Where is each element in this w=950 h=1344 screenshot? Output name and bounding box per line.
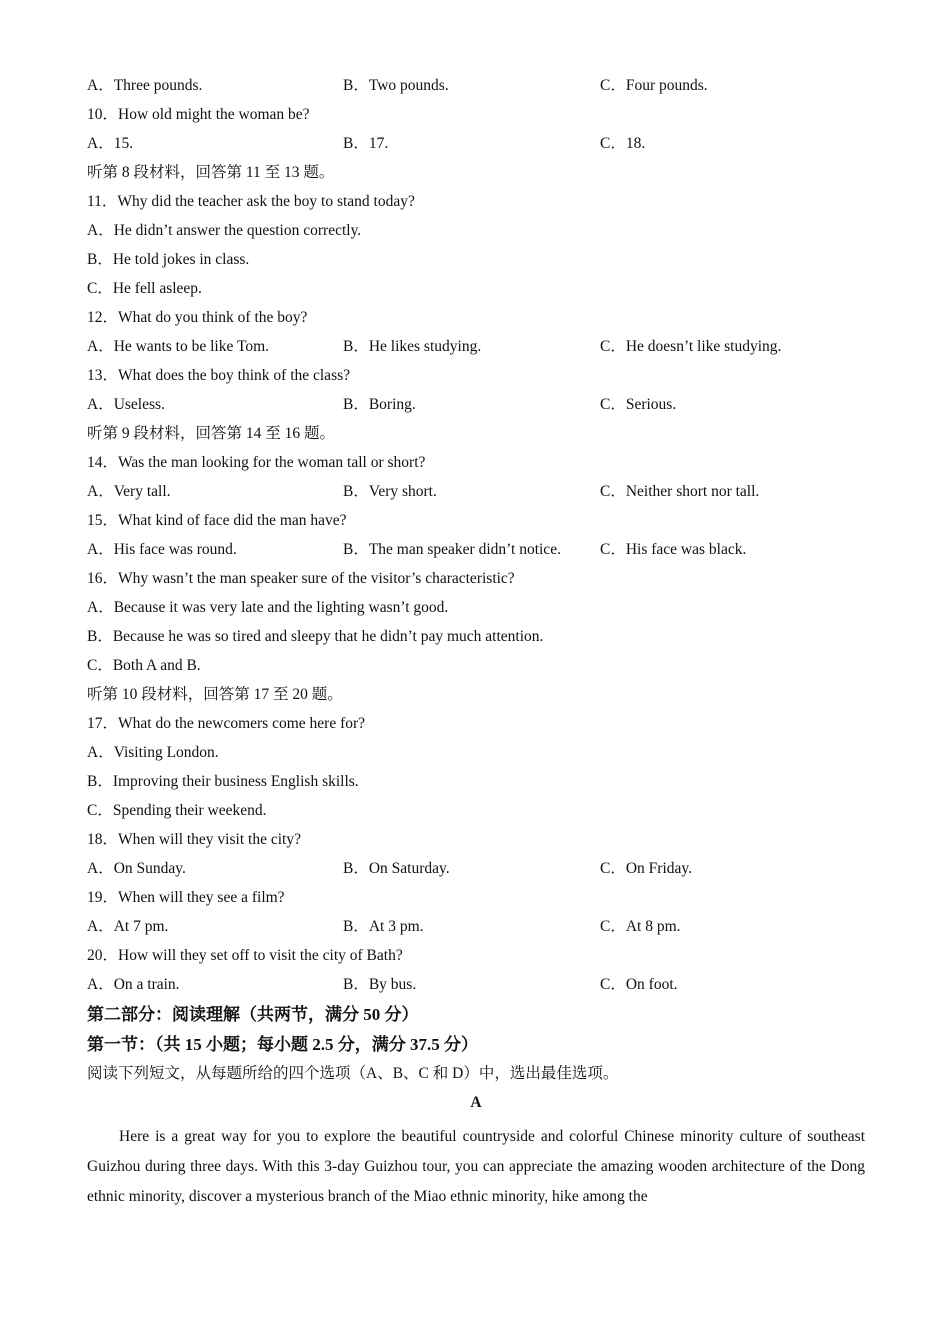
text-line: A．Visiting London.: [87, 744, 219, 761]
option-a: A．Very tall.: [87, 483, 171, 500]
text-line: A．Because it was very late and the lighting wasn’t good.: [87, 599, 449, 616]
text-line: C．Spending their weekend.: [87, 802, 267, 819]
text-line: 11．Why did the teacher ask the boy to stand today?: [87, 193, 415, 210]
text-line: 18．When will they visit the city?: [87, 831, 301, 848]
option-row: [87, 335, 865, 364]
text-line: B．Because he was so tired and sleepy that he didn’t pay much attention.: [87, 628, 544, 645]
option-a: A．Three pounds.: [87, 77, 203, 94]
option-row: [87, 74, 865, 103]
option-a: A．His face was round.: [87, 541, 237, 558]
option-c: C．Neither short nor tall.: [600, 483, 760, 500]
option-b: B．Very short.: [343, 483, 437, 500]
option-row: [87, 857, 865, 886]
text-line: 12．What do you think of the boy?: [87, 309, 308, 326]
document-page: [87, 74, 865, 1212]
section-heading: 第二部分：阅读理解（共两节，满分 50 分）: [87, 1005, 419, 1024]
option-b: B．The man speaker didn’t notice.: [343, 541, 561, 558]
option-row: [87, 915, 865, 944]
option-a: A．On Sunday.: [87, 860, 186, 877]
option-a: A．Useless.: [87, 396, 165, 413]
option-b: B．He likes studying.: [343, 338, 482, 355]
text-line: 14．Was the man looking for the woman tall or short?: [87, 454, 426, 471]
text-line: 13．What does the boy think of the class?: [87, 367, 351, 384]
option-c: C．His face was black.: [600, 541, 747, 558]
option-b: B．By bus.: [343, 976, 417, 993]
text-line: C．Both A and B.: [87, 657, 201, 674]
text-line: B．He told jokes in class.: [87, 251, 250, 268]
passage-paragraph: Here is a great way for you to explore the beautiful countryside and colorful Chinese minority culture of southeast Guizhou during three days. With this 3-day Guizhou tour, you can appreciate the amazing wooden architecture of the Dong ethnic minority, discover a mysterious branch of the Miao ethnic minority, hike among the: [87, 1128, 865, 1205]
option-a: A．On a train.: [87, 976, 180, 993]
option-a: A．15.: [87, 135, 134, 152]
option-c: C．18.: [600, 135, 646, 152]
option-c: C．Four pounds.: [600, 77, 708, 94]
text-line: 17．What do the newcomers come here for?: [87, 715, 366, 732]
text-line: A．He didn’t answer the question correctly.: [87, 222, 362, 239]
passage-label: A: [470, 1094, 482, 1111]
section-heading: 第一节：（共 15 小题；每小题 2.5 分，满分 37.5 分）: [87, 1035, 478, 1054]
text-line: 听第 8 段材料，回答第 11 至 13 题。: [87, 164, 335, 181]
option-row: [87, 393, 865, 422]
text-line: 听第 9 段材料，回答第 14 至 16 题。: [87, 425, 336, 442]
option-c: C．On foot.: [600, 976, 678, 993]
option-c: C．At 8 pm.: [600, 918, 681, 935]
text-line: C．He fell asleep.: [87, 280, 202, 297]
text-line: 10．How old might the woman be?: [87, 106, 310, 123]
option-a: A．At 7 pm.: [87, 918, 169, 935]
option-a: A．He wants to be like Tom.: [87, 338, 270, 355]
text-line: 15．What kind of face did the man have?: [87, 512, 347, 529]
option-c: C．On Friday.: [600, 860, 692, 877]
text-line: 19．When will they see a film?: [87, 889, 285, 906]
option-b: B．Boring.: [343, 396, 416, 413]
text-line: 听第 10 段材料，回答第 17 至 20 题。: [87, 686, 343, 703]
option-c: C．He doesn’t like studying.: [600, 338, 782, 355]
text-line: B．Improving their business English skills.: [87, 773, 359, 790]
option-row: [87, 132, 865, 161]
option-b: B．On Saturday.: [343, 860, 450, 877]
text-line: 阅读下列短文，从每题所给的四个选项（A、B、C 和 D）中，选出最佳选项。: [87, 1065, 619, 1082]
option-b: B．Two pounds.: [343, 77, 449, 94]
option-row: [87, 480, 865, 509]
option-b: B．At 3 pm.: [343, 918, 424, 935]
text-line: 20．How will they set off to visit the city of Bath?: [87, 947, 403, 964]
option-row: [87, 538, 865, 567]
option-c: C．Serious.: [600, 396, 677, 413]
option-row: [87, 973, 865, 1002]
text-line: 16．Why wasn’t the man speaker sure of the visitor’s characteristic?: [87, 570, 515, 587]
option-b: B．17.: [343, 135, 389, 152]
